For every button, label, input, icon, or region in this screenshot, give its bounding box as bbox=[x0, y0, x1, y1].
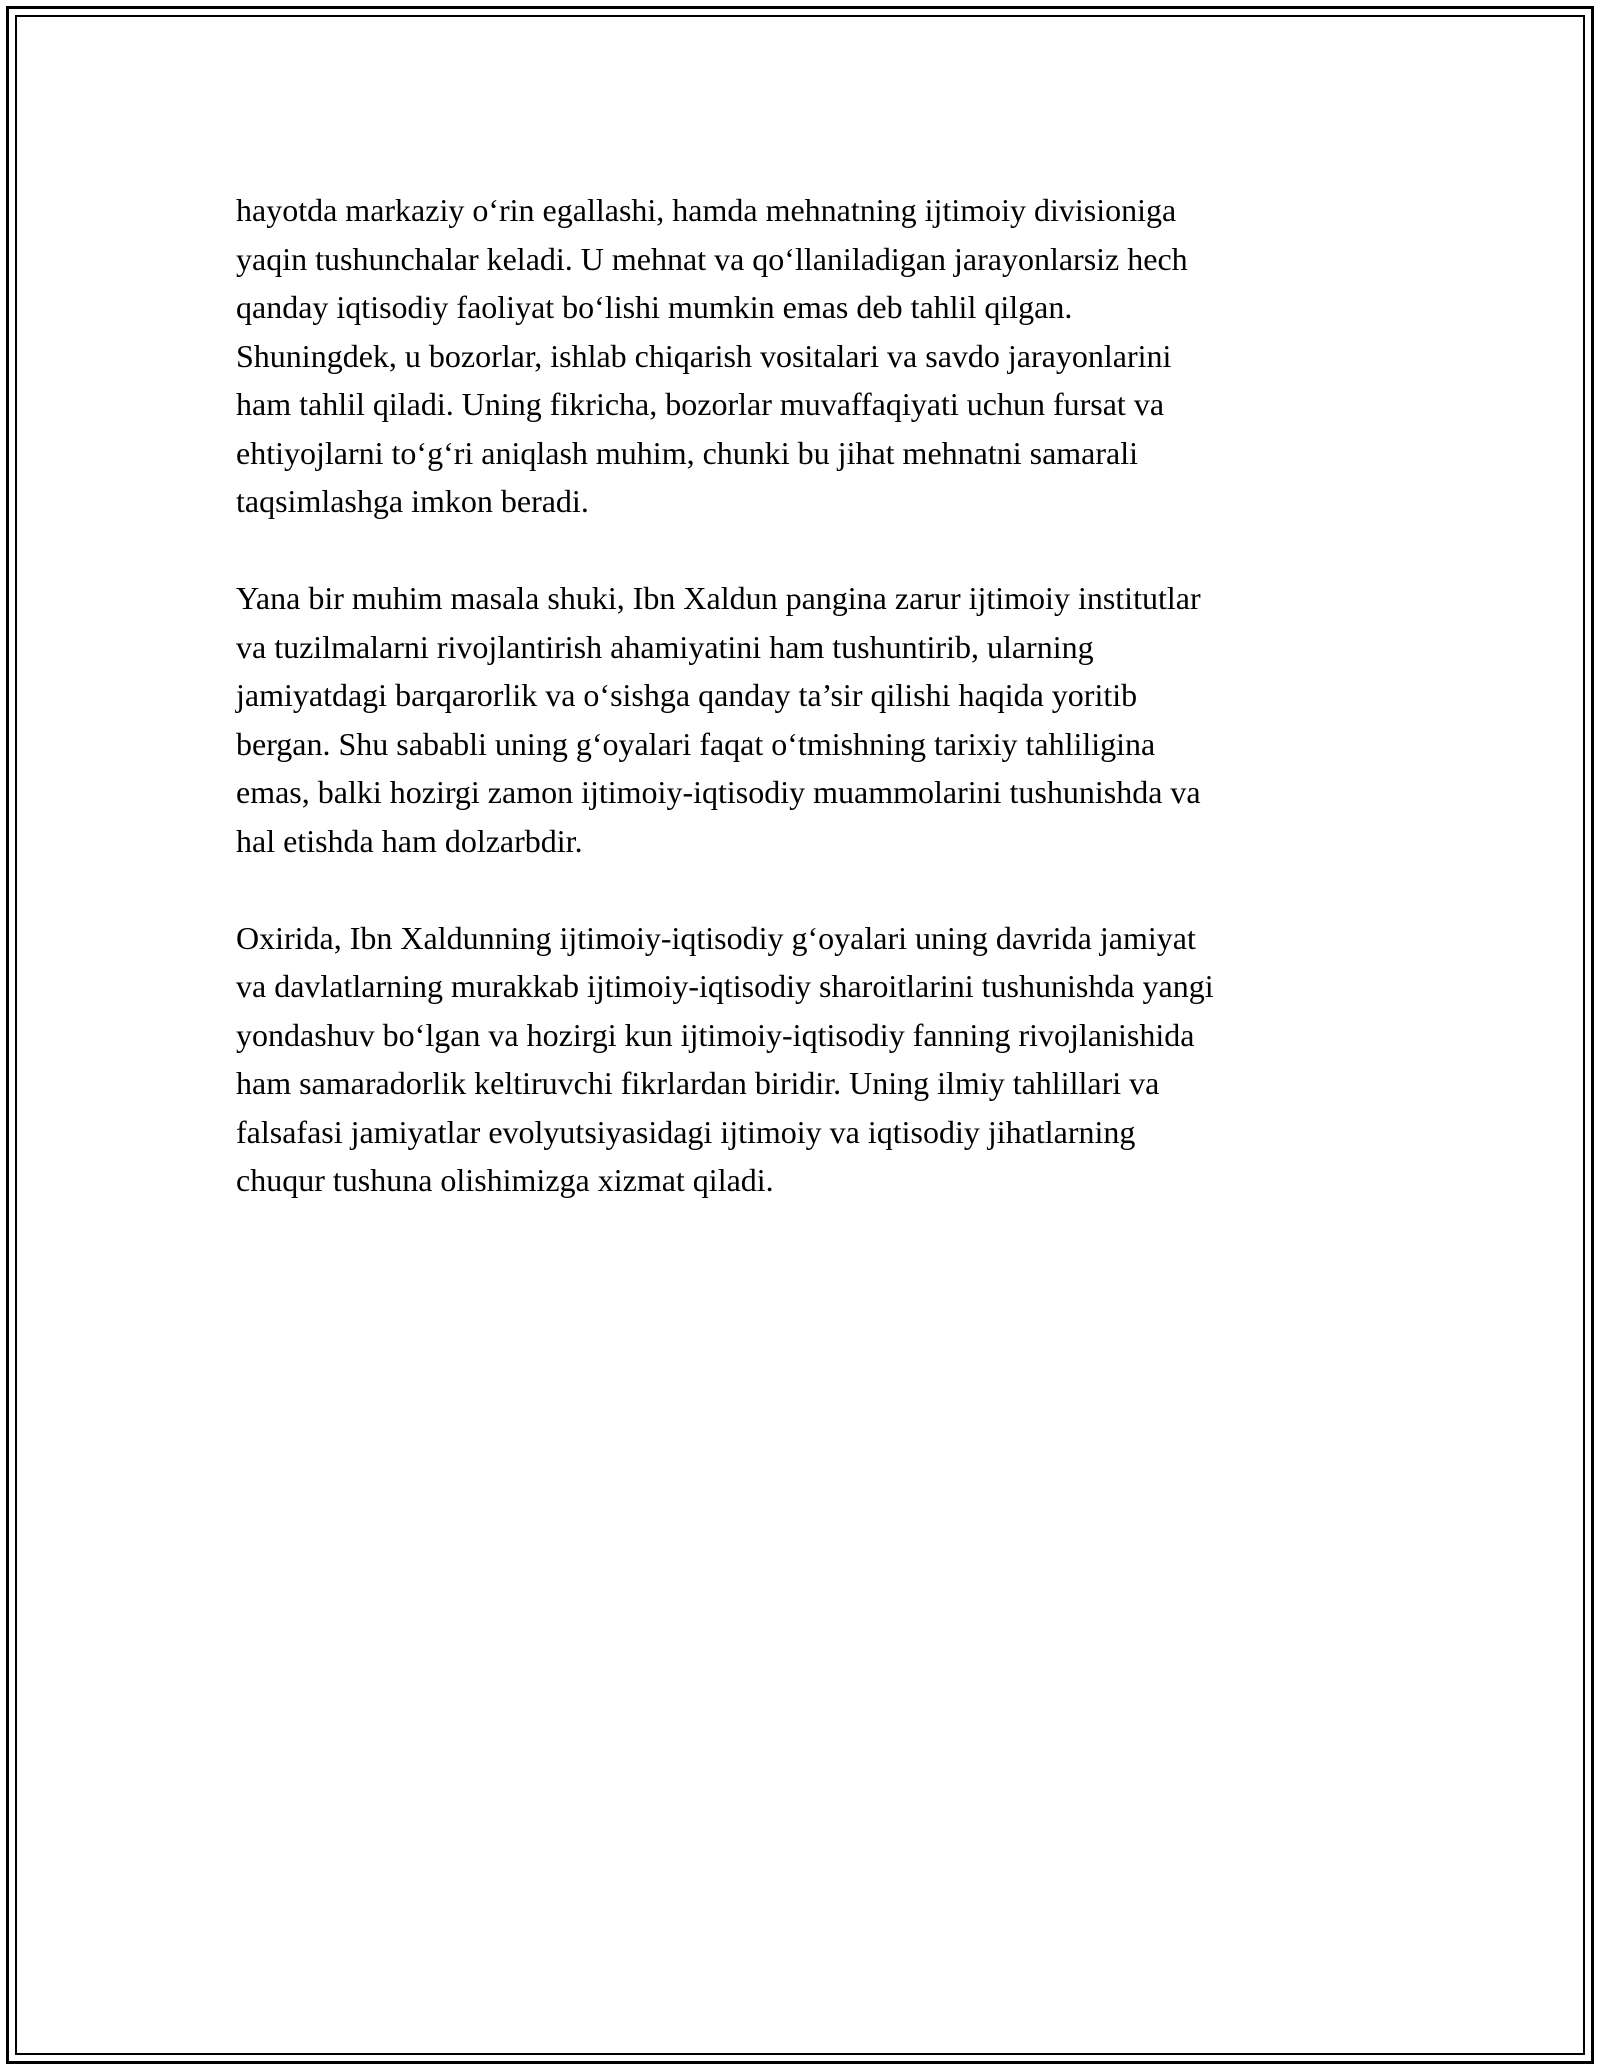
paragraph-2: Yana bir muhim masala shuki, Ibn Xaldun pangina zarur ijtimoiy institutlar va tuzilmalarni rivojlantirish ahamiyatini ham tushuntirib, ularning jamiyatdagi barqarorlik va o‘sishga qanday ta’sir qilishi haqida yoritib bergan. Shu sababli uning g‘oyalari faqat o‘tmishning tarixiy tahliligina emas, balki hozirgi zamon ijtimoiy-iqtisodiy muammolarini tushunishda va hal etishda ham dolzarbdir. bbox=[236, 580, 1201, 859]
paragraph-3: Oxirida, Ibn Xaldunning ijtimoiy-iqtisodiy g‘oyalari uning davrida jamiyat va davlatlarning murakkab ijtimoiy-iqtisodiy sharoitlarini tushunishda yangi yondashuv bo‘lgan va hozirgi kun ijtimoiy-iqtisodiy fanning rivojlanishida ham samaradorlik keltiruvchi fikrlardan biridir. Uning ilmiy tahlillari va falsafasi jamiyatlar evolyutsiyasidagi ijtimoiy va iqtisodiy jihatlarning chuqur tushuna olishimizga xizmat qiladi. bbox=[236, 919, 1214, 1198]
document-body bbox=[236, 186, 1366, 1253]
paragraph-1: hayotda markaziy o‘rin egallashi, hamda mehnatning ijtimoiy divisioniga yaqin tushunchalar keladi. U mehnat va qo‘llaniladigan jarayonlarsiz hech qanday iqtisodiy faoliyat bo‘lishi mumkin emas deb tahlil qilgan. Shuningdek, u bozorlar, ishlab chiqarish vositalari va savdo jarayonlarini ham tahlil qiladi. Uning fikricha, bozorlar muvaffaqiyati uchun fursat va ehtiyojlarni to‘g‘ri aniqlash muhim, chunki bu jihat mehnatni samarali taqsimlashga imkon beradi. bbox=[236, 192, 1188, 519]
